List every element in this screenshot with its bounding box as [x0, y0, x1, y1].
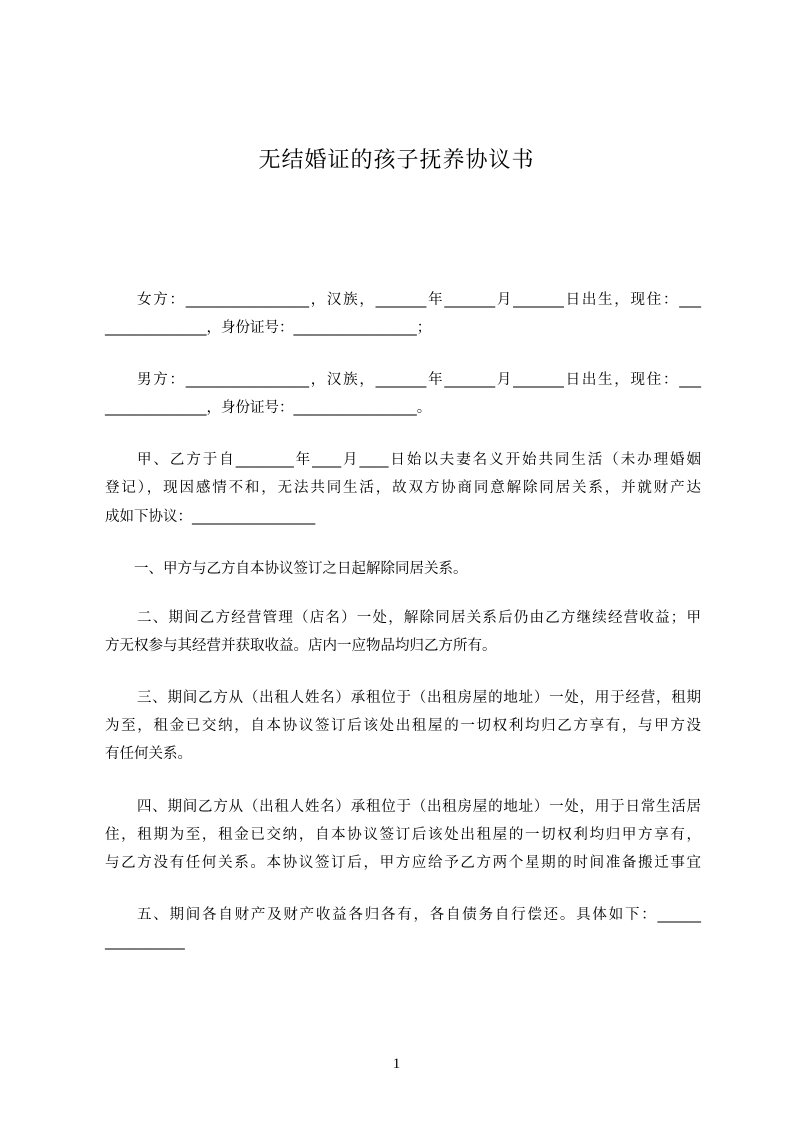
clause-2-line-1: 二、期间乙方经营管理（店名）一处，解除同居关系后仍由乙方继续经营收益；甲	[137, 610, 701, 626]
female-party-line-2: ______________，身份证号：_________________；	[105, 320, 432, 336]
clause-3-line-3: 有任何关系。	[105, 746, 192, 762]
preamble-line-3: 成如下协议：_________________	[105, 509, 316, 525]
clause-4-line-2: 住，租期为至，租金已交纳，自本协议签订后该处出租屋的一切权利均归甲方享有，	[105, 827, 701, 843]
clause-4-line-3: 与乙方没有任何关系。本协议签订后，甲方应给予乙方两个星期的时间准备搬迁事宜	[105, 855, 701, 871]
male-party-line-2: ______________，身份证号：_________________。	[105, 400, 432, 416]
preamble-line-1: 甲、乙方于自________年____月____日始以夫妻名义开始共同生活（未办理婚姻	[137, 452, 701, 468]
clause-5-line-2: ___________	[105, 934, 185, 950]
clause-3-line-2: 为至，租金已交纳，自本协议签订后该处出租屋的一切权利均归乙方享有，与甲方没	[105, 718, 701, 734]
clause-4-line-1: 四、期间乙方从（出租人姓名）承租位于（出租房屋的地址）一处，用于日常生活居	[137, 799, 701, 815]
preamble-line-2: 登记），现因感情不和，无法共同生活，故双方协商同意解除同居关系，并就财产达	[105, 480, 701, 496]
document-title: 无结婚证的孩子抚养协议书	[258, 148, 535, 173]
male-party-line-1: 男方：_________________，汉族，_______年_______月_______日出生，现住：___	[137, 372, 701, 388]
female-party-line-1: 女方：_________________，汉族，_______年_______月_______日出生，现住：___	[137, 292, 701, 308]
page-number: 1	[392, 1056, 401, 1072]
clause-1: 一、甲方与乙方自本协议签订之日起解除同居关系。	[134, 561, 468, 577]
clause-3-line-1: 三、期间乙方从（出租人姓名）承租位于（出租房屋的地址）一处，用于经营，租期	[137, 690, 701, 706]
clause-5-line-1: 五、期间各自财产及财产收益各归各有，各自债务自行偿还。具体如下：______	[137, 907, 701, 923]
clause-2-line-2: 方无权参与其经营并获取收益。店内一应物品均归乙方所有。	[105, 638, 497, 654]
